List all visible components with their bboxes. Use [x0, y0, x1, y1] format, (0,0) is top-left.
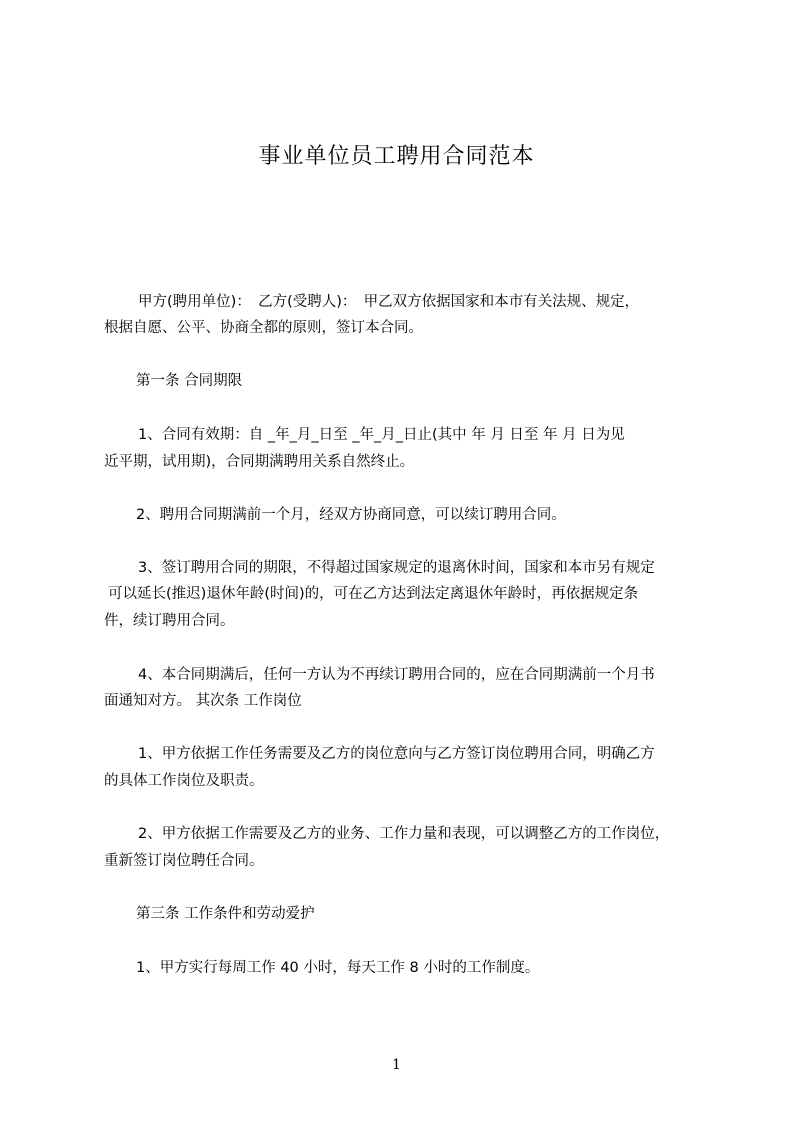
paragraph-line: 2、甲方依据工作需要及乙方的业务、工作力量和表现，可以调整乙方的工作岗位， — [138, 826, 670, 842]
document-title: 事业单位员工聘用合同范本 — [258, 144, 535, 169]
paragraph-line: 4、本合同期满后，任何一方认为不再续订聘用合同的，应在合同期满前一个月书 — [138, 667, 655, 683]
article-heading: 第一条 合同期限 — [136, 373, 243, 389]
paragraph-line: 3、签订聘用合同的期限，不得超过国家规定的退离休时间，国家和本市另有规定 — [138, 560, 655, 576]
paragraph-line: 1、甲方依据工作任务需要及乙方的岗位意向与乙方签订岗位聘用合同，明确乙方 — [138, 746, 655, 762]
paragraph-line: 1、甲方实行每周工作 40 小时，每天工作 8 小时的工作制度。 — [136, 960, 540, 976]
paragraph-line: 可以延长(推迟)退休年龄(时间)的，可在乙方达到法定离退休年龄时，再依据规定条 — [108, 586, 639, 602]
paragraph-line: 1、合同有效期：自 _年_月_日至 _年_月_日止(其中 年 月 日至 年 月 日为见 — [138, 427, 625, 443]
paragraph-line: 件，续订聘用合同。 — [104, 613, 235, 629]
paragraph-line: 重新签订岗位聘任合同。 — [104, 853, 264, 869]
article-heading: 第三条 工作条件和劳动爱护 — [136, 906, 315, 922]
paragraph-line: 2、聘用合同期满前一个月，经双方协商同意，可以续订聘用合同。 — [136, 507, 566, 523]
paragraph-line: 根据自愿、公平、协商全都的原则，签订本合同。 — [104, 320, 423, 336]
page-number: 1 — [392, 1057, 401, 1073]
paragraph-line: 甲方(聘用单位)： 乙方(受聘人)： 甲乙双方依据国家和本市有关法规、规定， — [138, 294, 640, 310]
paragraph-line: 近平期，试用期)，合同期满聘用关系自然终止。 — [104, 454, 415, 470]
paragraph-line: 的具体工作岗位及职责。 — [104, 773, 264, 789]
paragraph-line: 面通知对方。 其次条 工作岗位 — [104, 693, 302, 709]
